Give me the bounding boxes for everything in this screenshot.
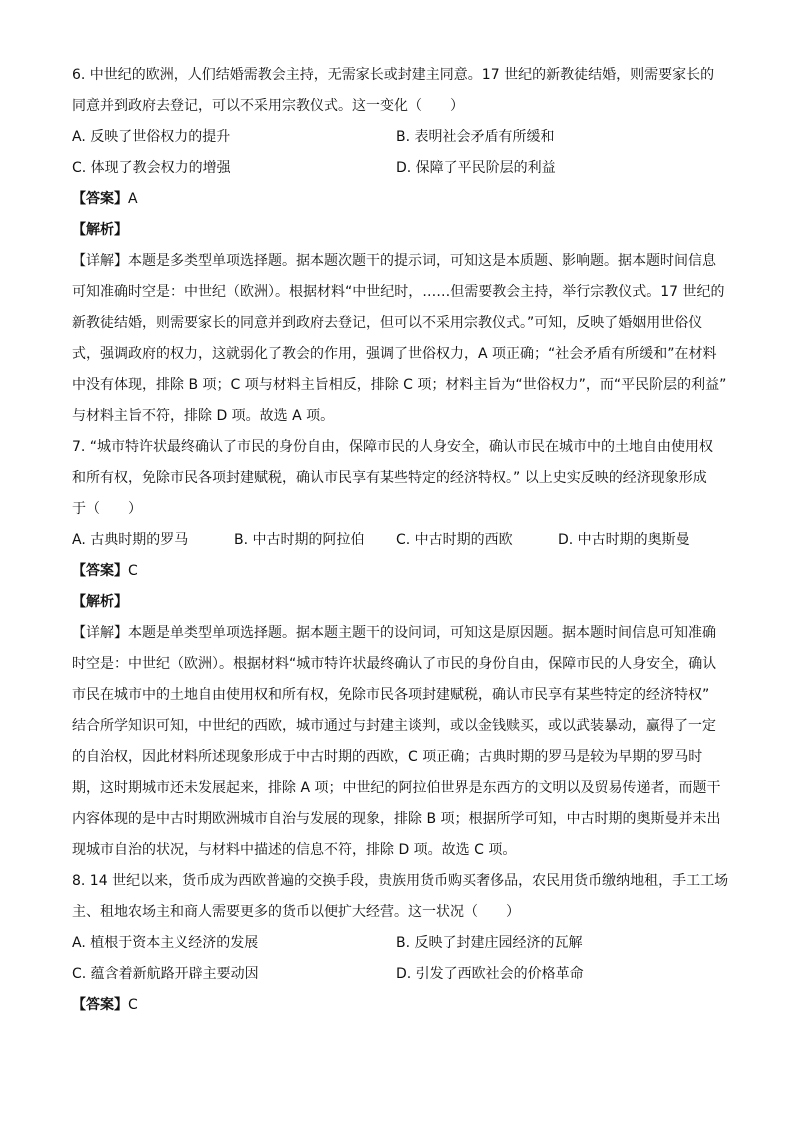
q7-answer bbox=[72, 556, 720, 587]
q7-detail-line-6: 期，这时期城市还未发展起来，排除 A 项；中世纪的阿拉伯世界是东西方的文明以及贸易传递者，而题干 bbox=[72, 780, 721, 796]
q8-answer bbox=[72, 990, 720, 1021]
exam-page bbox=[72, 60, 729, 1021]
q7-detail-line-4: 结合所学知识可知，中世纪的西欧，城市通过与封建主谈判，或以金钱赎买，或以武装暴动，赢得了一定 bbox=[72, 718, 716, 734]
q7-options-row bbox=[72, 525, 720, 556]
q8-options-row-1 bbox=[72, 928, 720, 959]
q6-option-a: A. 反映了世俗权力的提升 bbox=[72, 129, 231, 145]
q8-option-a: A. 植根于资本主义经济的发展 bbox=[72, 935, 259, 951]
q6-answer-tag: 【答案】 bbox=[72, 191, 128, 207]
q8-options-row-2 bbox=[72, 959, 720, 990]
q8-option-d: D. 引发了西欧社会的价格革命 bbox=[396, 966, 584, 982]
q7-option-c: C. 中古时期的西欧 bbox=[396, 532, 513, 548]
q6-detail-line-2: 可知准确时空是：中世纪（欧洲）。根据材料“中世纪时，……但需要教会主持，举行宗教仪式。17 世纪的 bbox=[72, 284, 725, 300]
q6-detail-line-5: 中没有体现，排除 B 项；C 项与材料主旨相反，排除 C 项；材料主旨为“世俗权力”，而“平民阶层的利益” bbox=[72, 377, 727, 393]
q6-detail-line-4: 式，强调政府的权力，这就弱化了教会的作用，强调了世俗权力，A 项正确；“社会矛盾有所缓和”在材料 bbox=[72, 346, 717, 362]
q8-option-c: C. 蕴含着新航路开辟主要动因 bbox=[72, 966, 259, 982]
q7-analysis-tag: 【解析】 bbox=[72, 594, 128, 610]
q7-analysis-heading bbox=[72, 587, 720, 618]
q6-answer-value: A bbox=[128, 191, 138, 207]
q6-analysis-heading bbox=[72, 215, 720, 246]
q6-answer bbox=[72, 184, 720, 215]
q6-options-row-2 bbox=[72, 153, 720, 184]
q7-stem-line-3: 于（ ） bbox=[72, 501, 142, 517]
q8-answer-tag: 【答案】 bbox=[72, 997, 128, 1013]
q8-option-b: B. 反映了封建庄园经济的瓦解 bbox=[396, 935, 583, 951]
q7-option-d: D. 中古时期的奥斯曼 bbox=[558, 532, 690, 548]
q7-detail-line-1: 【详解】本题是单类型单项选择题。据本题主题干的设问词，可知这是原因题。据本题时间信息可知准确 bbox=[72, 625, 716, 641]
q6-options-row-1 bbox=[72, 122, 720, 153]
q8-answer-value: C bbox=[128, 997, 138, 1013]
q6-detail-line-1: 【详解】本题是多类型单项选择题。据本题次题干的提示词，可知这是本质题、影响题。据本题时间信息 bbox=[72, 253, 716, 269]
q7-detail-line-2: 时空是：中世纪（欧洲）。根据材料“城市特许状最终确认了市民的身份自由，保障市民的人身安全，确认 bbox=[72, 656, 717, 672]
q7-detail-line-5: 的自治权，因此材料所述现象形成于中古时期的西欧，C 项正确；古典时期的罗马是较为早期的罗马时 bbox=[72, 749, 703, 765]
q7-detail-line-3: 市民在城市中的土地自由使用权和所有权，免除市民各项封建赋税，确认市民享有某些特定的经济特权” bbox=[72, 687, 710, 703]
q7-detail-line-7: 内容体现的是中古时期欧洲城市自治与发展的现象，排除 B 项；根据所学可知，中古时期的奥斯曼并未出 bbox=[72, 811, 721, 827]
q7-option-a: A. 古典时期的罗马 bbox=[72, 532, 189, 548]
q6-stem-line-2: 同意并到政府去登记，可以不采用宗教仪式。这一变化（ ） bbox=[72, 98, 464, 114]
q7-stem-line-1: 7. “城市特许状最终确认了市民的身份自由，保障市民的人身安全，确认市民在城市中的土地自由使用权 bbox=[72, 439, 714, 455]
q6-option-c: C. 体现了教会权力的增强 bbox=[72, 160, 231, 176]
q7-answer-value: C bbox=[128, 563, 138, 579]
q8-stem-line-2: 主、租地农场主和商人需要更多的货币以便扩大经营。这一状况（ ） bbox=[72, 904, 520, 920]
q6-stem-line-1: 6. 中世纪的欧洲，人们结婚需教会主持，无需家长或封建主同意。17 世纪的新教徒结婚，则需要家长的 bbox=[72, 67, 715, 83]
q7-option-b: B. 中古时期的阿拉伯 bbox=[234, 532, 365, 548]
q7-detail-line-8: 现城市自治的状况，与材料中描述的信息不符，排除 D 项。故选 C 项。 bbox=[72, 842, 517, 858]
q7-stem-line-2: 和所有权，免除市民各项封建赋税，确认市民享有某些特定的经济特权。” 以上史实反映的经济现象形成 bbox=[72, 470, 707, 486]
q8-stem-line-1: 8. 14 世纪以来，货币成为西欧普遍的交换手段，贵族用货币购买奢侈品，农民用货币缴纳地租，手工工场 bbox=[72, 873, 729, 889]
q6-analysis-tag: 【解析】 bbox=[72, 222, 128, 238]
q6-option-b: B. 表明社会矛盾有所缓和 bbox=[396, 129, 555, 145]
q6-detail-line-6: 与材料主旨不符，排除 D 项。故选 A 项。 bbox=[72, 408, 335, 424]
q6-option-d: D. 保障了平民阶层的利益 bbox=[396, 160, 556, 176]
q7-answer-tag: 【答案】 bbox=[72, 563, 128, 579]
q6-detail-line-3: 新教徒结婚，则需要家长的同意并到政府去登记，但可以不采用宗教仪式。”可知，反映了婚姻用世俗仪 bbox=[72, 315, 703, 331]
